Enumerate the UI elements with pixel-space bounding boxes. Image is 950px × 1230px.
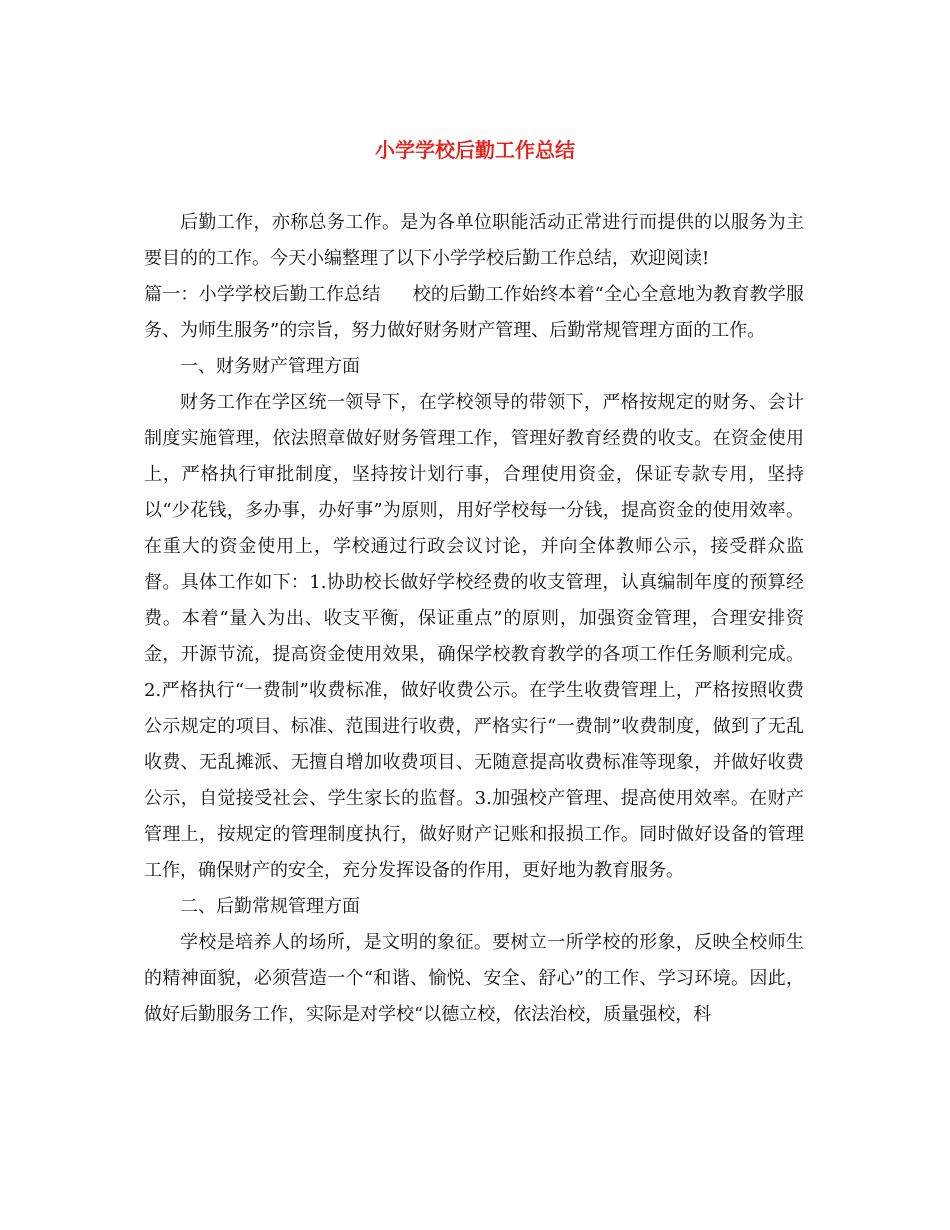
section-body-logistics: 学校是培养人的场所，是文明的象征。要树立一所学校的形象，反映全校师生的精神面貌，必须营造一个“和谐、愉悦、安全、舒心”的工作、学习环境。因此，做好后勤服务工作，实际是对学校“以德立校，依法治校，质量强校，科 <box>144 932 804 1025</box>
section-heading-logistics: 二、后勤常规管理方面 <box>180 896 360 917</box>
part-title: 篇一：小学学校后勤工作总结 <box>144 284 381 305</box>
part-opening-text: 校的后勤工作始终本着“全心全意地为教育教学服务、为师生服务”的宗旨，努力做好财务财产管理、后勤常规管理方面的工作。 <box>144 284 805 341</box>
intro-paragraph: 后勤工作，亦称总务工作。是为各单位职能活动正常进行而提供的以服务为主要目的的工作。今天小编整理了以下小学学校后勤工作总结，欢迎阅读! <box>144 212 804 269</box>
document-title: 小学学校后勤工作总结 <box>375 138 575 162</box>
section-body-finance: 财务工作在学区统一领导下，在学校领导的带领下，严格按规定的财务、会计制度实施管理，依法照章做好财务管理工作，管理好教育经费的收支。在资金使用上，严格执行审批制度，坚持按计划行事，合理使用资金，保证专款专用，坚持以“少花钱，多办事，办好事”为原则，用好学校每一分钱，提高资金的使用效率。在重大的资金使用上，学校通过行政会议讨论，并向全体教师公示，接受群众监督。具体工作如下：1.协助校长做好学校经费的收支管理，认真编制年度的预算经费。本着“量入为出、收支平衡，保证重点”的原则，加强资金管理，合理安排资金，开源节流，提高资金使用效果，确保学校教育教学的各项工作任务顺利完成。2.严格执行“一费制”收费标准，做好收费公示。在学生收费管理上，严格按照收费公示规定的项目、标准、范围进行收费，严格实行“一费制”收费制度，做到了无乱收费、无乱摊派、无擅自增加收费项目、无随意提高收费标准等现象，并做好收费公示，自觉接受社会、学生家长的监督。3.加强校产管理、提高使用效率。在财产管理上，按规定的管理制度执行，做好财产记账和报损工作。同时做好设备的管理工作，确保财产的安全，充分发挥设备的作用，更好地为教育服务。 <box>144 392 804 881</box>
document-body <box>144 205 804 1033</box>
part-one-paragraph <box>144 277 804 349</box>
section-heading-finance: 一、财务财产管理方面 <box>180 356 360 377</box>
